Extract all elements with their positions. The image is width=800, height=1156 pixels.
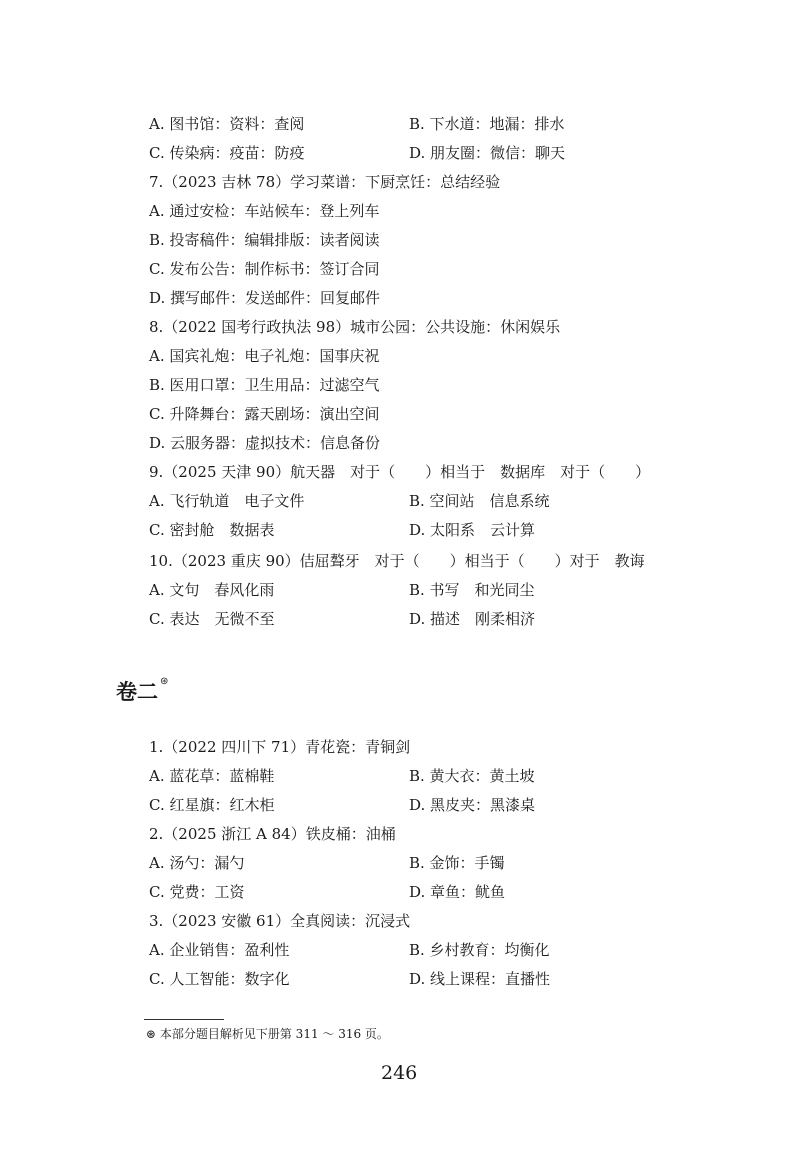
option-b: B. 下水道：地漏：排水 xyxy=(409,115,565,133)
option-a: A. 飞行轨道 电子文件 xyxy=(149,492,305,510)
option-d: D. 太阳系 云计算 xyxy=(409,521,536,539)
option-b: B. 空间站 信息系统 xyxy=(409,492,550,510)
option-c: C. 升降舞台：露天剧场：演出空间 xyxy=(149,405,380,423)
question-stem: 1.（2022 四川下 71）青花瓷：青铜剑 xyxy=(149,738,411,756)
option-b: B. 医用口罩：卫生用品：过滤空气 xyxy=(149,376,380,394)
option-a: A. 图书馆：资料：查阅 xyxy=(149,115,305,133)
option-c: C. 人工智能：数字化 xyxy=(149,970,290,988)
option-d: D. 章鱼：鱿鱼 xyxy=(409,883,506,901)
option-b: B. 乡村教育：均衡化 xyxy=(409,941,550,959)
option-a: A. 国宾礼炮：电子礼炮：国事庆祝 xyxy=(149,347,380,365)
option-a: A. 文句 春风化雨 xyxy=(149,581,275,599)
option-c: C. 密封舱 数据表 xyxy=(149,521,275,539)
footnote-mark: ⊛ xyxy=(160,676,169,687)
option-c: C. 传染病：疫苗：防疫 xyxy=(149,144,305,162)
option-a: A. 蓝花草：蓝棉鞋 xyxy=(149,767,275,785)
question-stem: 8.（2022 国考行政执法 98）城市公园：公共设施：休闲娱乐 xyxy=(149,318,561,336)
option-b: B. 金饰：手镯 xyxy=(409,854,505,872)
option-c: C. 表达 无微不至 xyxy=(149,610,275,628)
option-b: B. 投寄稿件：编辑排版：读者阅读 xyxy=(149,231,380,249)
option-d: D. 黑皮夹：黑漆桌 xyxy=(409,796,536,814)
page-number: 246 xyxy=(381,1062,418,1084)
option-d: D. 描述 刚柔相济 xyxy=(409,610,536,628)
question-stem: 10.（2023 重庆 90）佶屈聱牙 对于（ ）相当于（ ）对于 教诲 xyxy=(149,552,645,570)
option-d: D. 朋友圈：微信：聊天 xyxy=(409,144,566,162)
option-c: C. 红星旗：红木柜 xyxy=(149,796,275,814)
footnote: ⊛ 本部分题目解析见下册第 311 ～ 316 页。 xyxy=(146,1027,389,1041)
option-a: A. 通过安检：车站候车：登上列车 xyxy=(149,202,380,220)
option-a: A. 汤勺：漏勺 xyxy=(149,854,245,872)
option-c: C. 发布公告：制作标书：签订合同 xyxy=(149,260,380,278)
question-stem: 3.（2023 安徽 61）全真阅读：沉浸式 xyxy=(149,912,411,930)
question-stem: 7.（2023 吉林 78）学习菜谱：下厨烹饪：总结经验 xyxy=(149,173,501,191)
section-title-text: 卷二 xyxy=(116,680,158,704)
option-b: B. 书写 和光同尘 xyxy=(409,581,535,599)
option-d: D. 线上课程：直播性 xyxy=(409,970,551,988)
question-stem: 9.（2025 天津 90）航天器 对于（ ）相当于 数据库 对于（ ） xyxy=(149,463,651,481)
option-d: D. 撰写邮件：发送邮件：回复邮件 xyxy=(149,289,381,307)
option-a: A. 企业销售：盈利性 xyxy=(149,941,290,959)
option-b: B. 黄大衣：黄土坡 xyxy=(409,767,535,785)
option-c: C. 党费：工资 xyxy=(149,883,245,901)
footnote-divider xyxy=(144,1019,224,1020)
section-title xyxy=(116,676,168,706)
question-stem: 2.（2025 浙江 A 84）铁皮桶：油桶 xyxy=(149,825,396,843)
option-d: D. 云服务器：虚拟技术：信息备份 xyxy=(149,434,381,452)
